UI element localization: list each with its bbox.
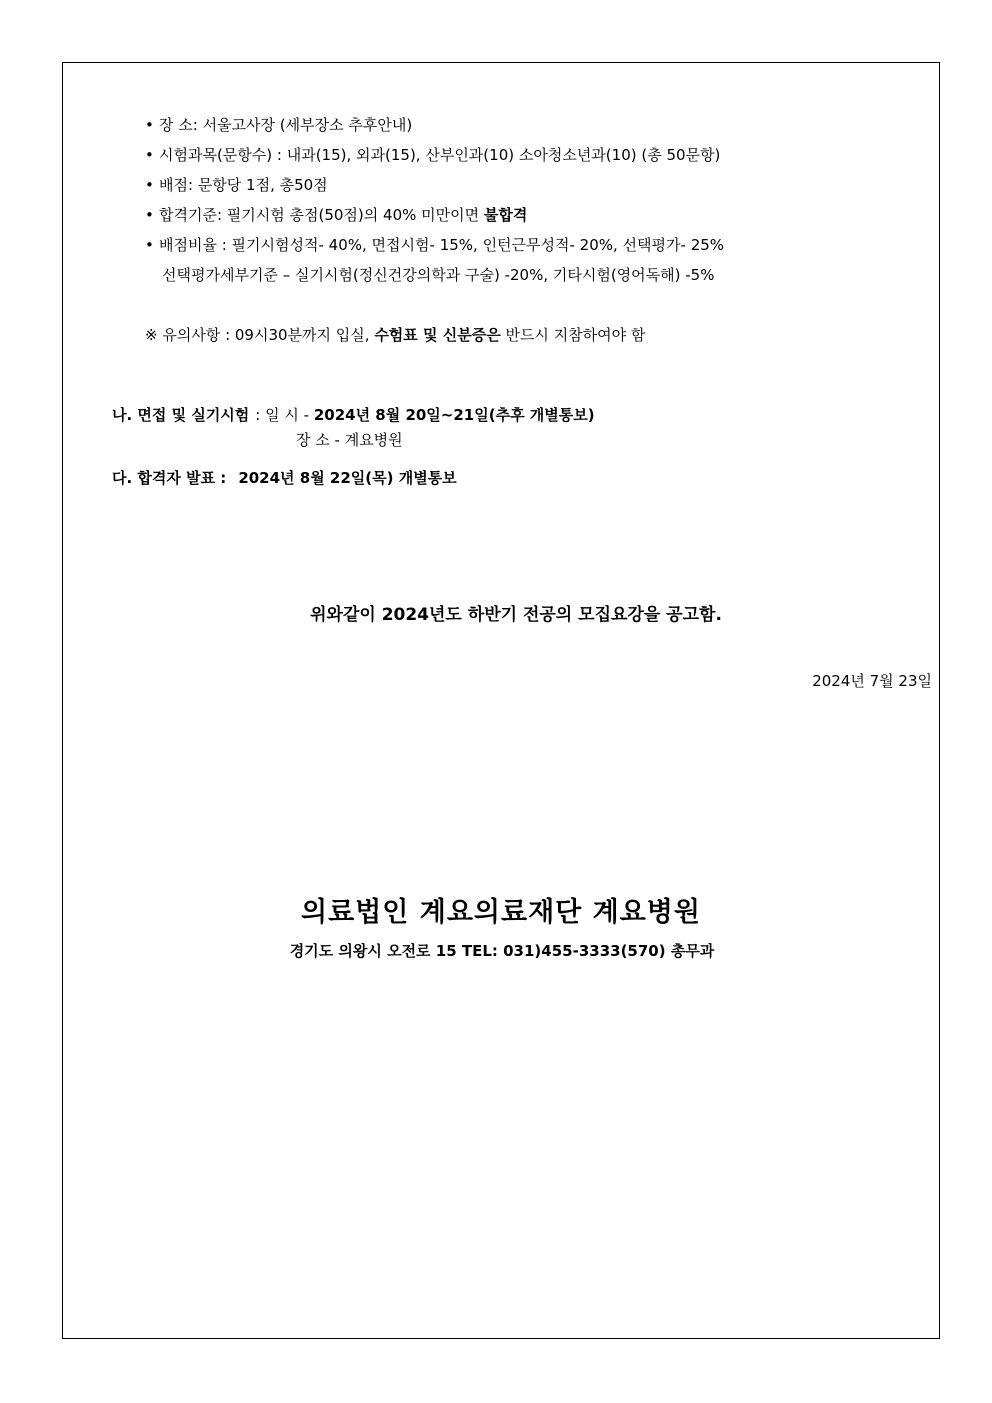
weighting-detail: 선택평가세부기준 – 실기시험(정신건강의학과 구술) -20%, 기타시험(영어독해) -5% bbox=[162, 266, 715, 284]
weighting-text: 배점비율 : 필기시험성적- 40%, 면접시험- 15%, 인턴근무성적- 20%, 선택평가- 25% bbox=[159, 236, 725, 254]
subjects-text: 시험과목(문항수) : 내과(15), 외과(15), 산부인과(10) 소아청소년과(10) (총 50문항) bbox=[159, 146, 721, 164]
notice-bold-text: 수험표 및 신분증은 bbox=[374, 326, 501, 344]
announcement-row bbox=[112, 468, 457, 488]
organization-name: 의료법인 계요의료재단 계요병원 bbox=[301, 897, 701, 928]
venue-text: 장 소: 서울고사장 (세부장소 추후안내) bbox=[159, 116, 413, 134]
bullet-icon: • bbox=[145, 146, 154, 164]
document-date: 2024년 7월 23일 bbox=[812, 672, 932, 690]
interview-row bbox=[112, 405, 595, 425]
bullet-icon: • bbox=[145, 236, 154, 254]
interview-label: 나. 면접 및 실기시험 bbox=[112, 406, 250, 424]
closing-statement: 위와같이 2024년도 하반기 전공의 모집요강을 공고함. bbox=[310, 605, 722, 625]
scoring-item bbox=[145, 175, 328, 195]
interview-date-prefix: : 일 시 - bbox=[255, 406, 314, 424]
scoring-text: 배점: 문항당 1점, 총50점 bbox=[159, 176, 328, 194]
interview-place-row bbox=[296, 430, 403, 450]
subjects-item bbox=[145, 145, 720, 165]
bullet-icon: • bbox=[145, 116, 154, 134]
announcement-label: 다. 합격자 발표 : bbox=[112, 469, 227, 487]
venue-item bbox=[145, 115, 412, 135]
notice bbox=[145, 325, 645, 345]
bullet-icon: • bbox=[145, 176, 154, 194]
organization-address: 경기도 의왕시 오전로 15 TEL: 031)455-3333(570) 총무과 bbox=[289, 942, 715, 960]
bullet-icon: • bbox=[145, 206, 154, 224]
notice-text: ※ 유의사항 : 09시30분까지 입실, bbox=[145, 326, 375, 344]
pass-criteria-text: 합격기준: 필기시험 총점(50점)의 40% 미만이면 bbox=[159, 206, 484, 224]
interview-place-value: 계요병원 bbox=[344, 431, 403, 449]
notice-suffix-text: 반드시 지참하여야 함 bbox=[500, 326, 646, 344]
interview-date-value: 2024년 8월 20일~21일(추후 개별통보) bbox=[313, 406, 595, 424]
weighting-item bbox=[145, 235, 724, 255]
announcement-value: 2024년 8월 22일(목) 개별통보 bbox=[238, 469, 457, 487]
interview-place-prefix: 장 소 - bbox=[296, 431, 345, 449]
pass-criteria-item bbox=[145, 205, 527, 225]
pass-criteria-fail: 불합격 bbox=[483, 206, 528, 224]
